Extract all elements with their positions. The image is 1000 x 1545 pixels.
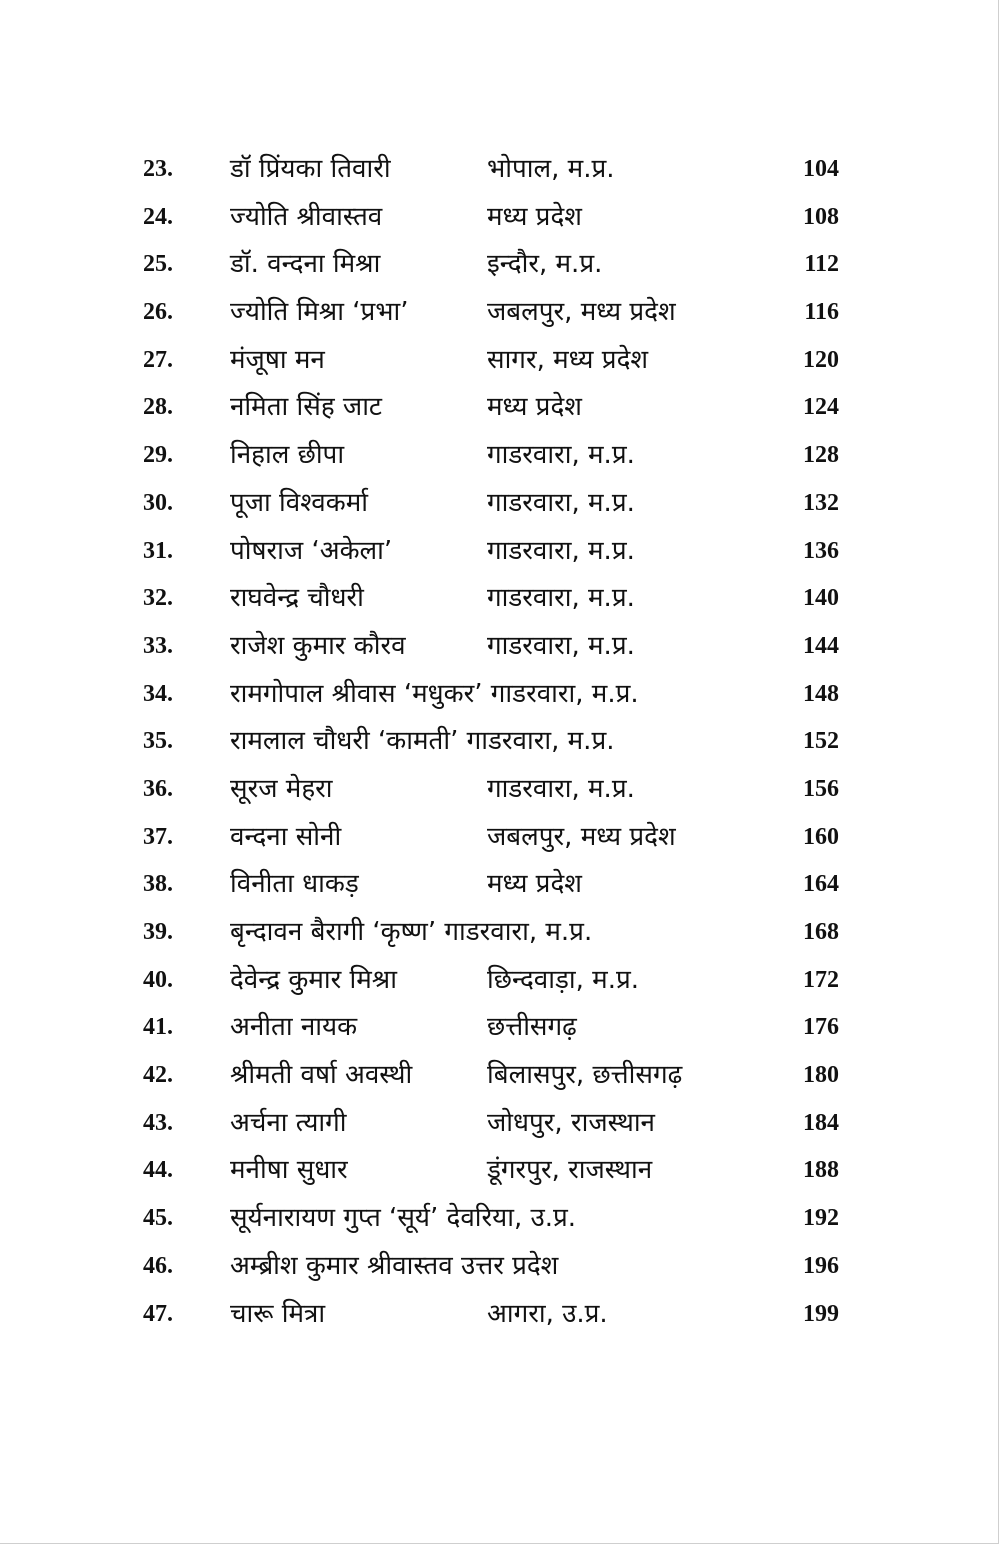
entry-number: 30. (143, 489, 173, 516)
author-place: बिलासपुर, छत्तीसगढ़ (487, 1060, 683, 1091)
page-number: 168 (803, 919, 839, 945)
page-number: 156 (803, 775, 839, 802)
entry-number: 36. (143, 775, 173, 802)
page-number: 136 (803, 537, 839, 564)
author-place: मध्य प्रदेश (487, 869, 582, 900)
page-number: 112 (804, 251, 839, 278)
author-place: जबलपुर, मध्य प्रदेश (487, 297, 676, 328)
entry-number: 35. (143, 728, 173, 755)
table-of-contents (0, 146, 1000, 1338)
page-number: 148 (803, 680, 839, 707)
page-number: 120 (803, 346, 839, 373)
author-place: जबलपुर, मध्य प्रदेश (487, 821, 676, 852)
author-place: सागर, मध्य प्रदेश (487, 344, 649, 375)
toc-entry (0, 1004, 1000, 1052)
toc-entry (0, 1195, 1000, 1243)
toc-entry (0, 957, 1000, 1005)
page-number: 124 (803, 394, 839, 421)
entry-number: 39. (143, 919, 173, 945)
toc-entry (0, 1100, 1000, 1148)
toc-entry (0, 1243, 1000, 1291)
author-name: देवेन्द्र कुमार मिश्रा (230, 964, 397, 995)
page-number: 104 (803, 156, 839, 182)
author-name: विनीता धाकड़ (230, 869, 359, 900)
entry-number: 44. (143, 1157, 173, 1184)
entry-number: 43. (143, 1109, 173, 1136)
toc-entry (0, 432, 1000, 480)
entry-number: 27. (143, 346, 173, 373)
toc-entry (0, 337, 1000, 385)
author-name: निहाल छीपा (230, 440, 345, 471)
toc-entry (0, 289, 1000, 337)
toc-entry (0, 384, 1000, 432)
author-place: भोपाल, म.प्र. (487, 154, 615, 184)
author-place: गाडरवारा, म.प्र. (487, 583, 635, 614)
author-name: नमिता सिंह जाट (230, 392, 383, 423)
author-name: पोषराज ‘अकेला’ (230, 535, 393, 566)
toc-entry (0, 861, 1000, 909)
author-name: वन्दना सोनी (230, 821, 342, 852)
toc-entry (0, 1291, 1000, 1339)
toc-entry (0, 480, 1000, 528)
author-name: डॉ. वन्दना मिश्रा (230, 249, 381, 280)
author-place: गाडरवारा, म.प्र. (487, 535, 635, 566)
entry-number: 32. (143, 585, 173, 612)
page-number: 160 (803, 823, 839, 850)
author-name: श्रीमती वर्षा अवस्थी (230, 1060, 413, 1091)
toc-entry (0, 766, 1000, 814)
author-name: रामगोपाल श्रीवास ‘मधुकर’ गाडरवारा, म.प्र. (230, 678, 639, 709)
author-place: गाडरवारा, म.प्र. (487, 773, 635, 804)
author-name: पूजा विश्वकर्मा (230, 487, 369, 518)
author-place: मध्य प्रदेश (487, 201, 582, 232)
author-name: चारू मित्रा (230, 1298, 326, 1329)
author-name: सूरज मेहरा (230, 773, 333, 804)
entry-number: 31. (143, 537, 173, 564)
author-name: बृन्दावन बैरागी ‘कृष्ण’ गाडरवारा, म.प्र. (230, 917, 593, 947)
page-number: 108 (803, 203, 839, 230)
author-place: मध्य प्रदेश (487, 392, 582, 423)
page-number: 176 (803, 1014, 839, 1041)
author-place: डूंगरपुर, राजस्थान (487, 1155, 653, 1186)
entry-number: 25. (143, 251, 173, 278)
toc-entry (0, 241, 1000, 289)
page-number: 184 (803, 1109, 839, 1136)
toc-entry (0, 623, 1000, 671)
author-place: गाडरवारा, म.प्र. (487, 630, 635, 661)
page-number: 188 (803, 1157, 839, 1184)
entry-number: 28. (143, 394, 173, 421)
toc-entry (0, 1052, 1000, 1100)
entry-number: 26. (143, 299, 173, 326)
toc-entry (0, 146, 1000, 194)
author-name: अनीता नायक (230, 1012, 358, 1043)
page-number: 140 (803, 585, 839, 612)
toc-entry (0, 909, 1000, 957)
page-number: 132 (803, 489, 839, 516)
entry-number: 42. (143, 1062, 173, 1089)
author-name: सूर्यनारायण गुप्त ‘सूर्य’ देवरिया, उ.प्र. (230, 1203, 577, 1234)
toc-entry (0, 814, 1000, 862)
author-name: राघवेन्द्र चौधरी (230, 583, 364, 614)
author-place: इन्दौर, म.प्र. (487, 249, 603, 280)
entry-number: 34. (143, 680, 173, 707)
entry-number: 37. (143, 823, 173, 850)
author-name: ज्योति मिश्रा ‘प्रभा’ (230, 297, 409, 328)
author-place: गाडरवारा, म.प्र. (487, 440, 635, 471)
entry-number: 41. (143, 1014, 173, 1041)
page-number: 144 (803, 632, 839, 659)
author-name: अम्ब्रीश कुमार श्रीवास्तव उत्तर प्रदेश (230, 1250, 559, 1281)
toc-entry (0, 194, 1000, 242)
page-number: 196 (803, 1252, 839, 1279)
entry-number: 38. (143, 871, 173, 898)
author-name: रामलाल चौधरी ‘कामती’ गाडरवारा, म.प्र. (230, 726, 615, 757)
author-name: अर्चना त्यागी (230, 1107, 347, 1138)
author-name: राजेश कुमार कौरव (230, 630, 406, 661)
toc-entry (0, 671, 1000, 719)
toc-entry (0, 528, 1000, 576)
author-place: छिन्दवाड़ा, म.प्र. (487, 964, 640, 995)
entry-number: 24. (143, 203, 173, 230)
entry-number: 33. (143, 632, 173, 659)
page-number: 128 (803, 442, 839, 469)
page-number: 152 (803, 728, 839, 755)
author-place: छत्तीसगढ़ (487, 1012, 577, 1043)
entry-number: 47. (143, 1300, 173, 1327)
author-name: मनीषा सुधार (230, 1155, 348, 1186)
entry-number: 29. (143, 442, 173, 469)
entry-number: 23. (143, 156, 173, 182)
page-number: 116 (804, 299, 839, 326)
author-place: आगरा, उ.प्र. (487, 1298, 608, 1329)
toc-entry (0, 575, 1000, 623)
page-number: 172 (803, 966, 839, 993)
entry-number: 46. (143, 1252, 173, 1279)
toc-entry (0, 718, 1000, 766)
page-number: 192 (803, 1205, 839, 1232)
author-place: जोधपुर, राजस्थान (487, 1107, 655, 1138)
page-number: 164 (803, 871, 839, 898)
toc-entry (0, 1147, 1000, 1195)
entry-number: 45. (143, 1205, 173, 1232)
entry-number: 40. (143, 966, 173, 993)
page-number: 199 (803, 1300, 839, 1327)
author-name: डॉ प्रिंयका तिवारी (230, 154, 391, 184)
author-name: ज्योति श्रीवास्तव (230, 201, 383, 232)
page-number: 180 (803, 1062, 839, 1089)
author-name: मंजूषा मन (230, 344, 325, 375)
author-place: गाडरवारा, म.प्र. (487, 487, 635, 518)
